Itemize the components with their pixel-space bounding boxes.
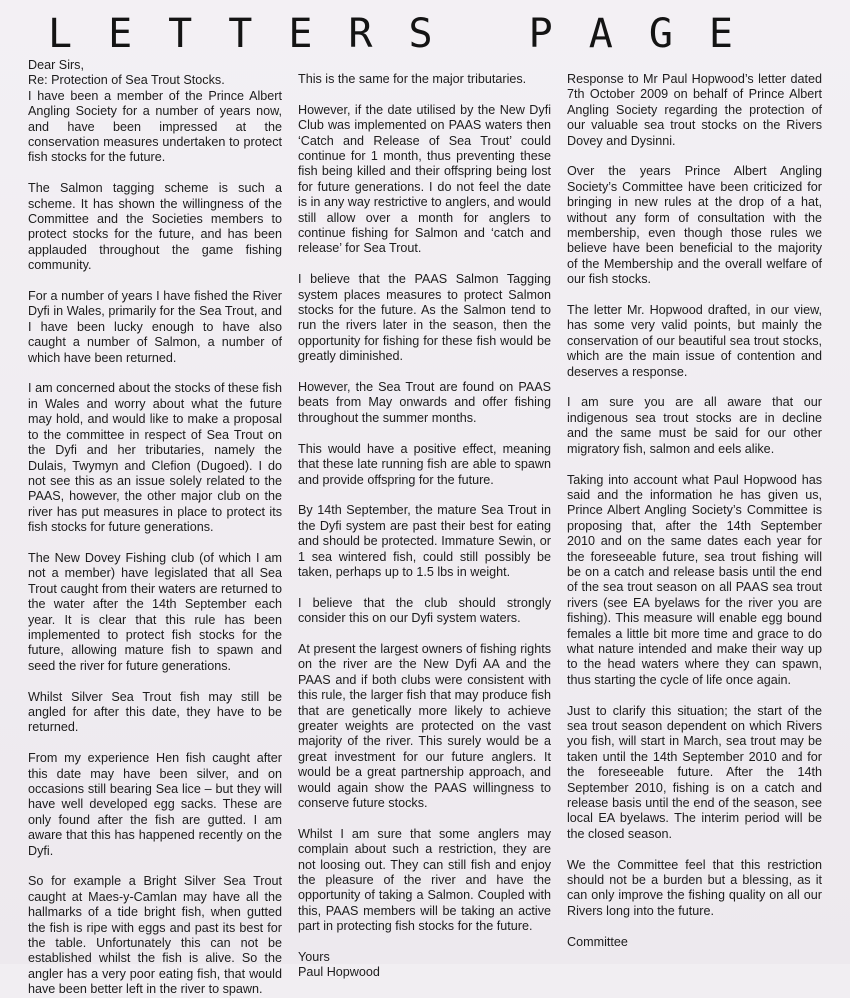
paragraph: Whilst Silver Sea Trout fish may still be angled for after this date, they have to be returned. [28,689,282,735]
letter-column-1 [28,58,282,997]
paragraph: This would have a positive effect, meaning that these late running fish are able to spawn and provide offspring for the future. [298,441,551,487]
paragraph: Taking into account what Paul Hopwood has said and the information he has given us, Prince Albert Angling Society’s Committee is proposing that, after the 14th September 2010 and on the same dates each year for the foreseeable future, sea trout fishing will be on a catch and release basis until the end of the sea trout season on all PAAS sea trout rivers (see EA byelaws for the river you are fishing). This measure will enable egg bound females a little bit more time and grace to do what nature intended and make their way up to the head waters where they can spawn, thus starting the cycle of life once again. [567,472,822,687]
paragraph: By 14th September, the mature Sea Trout in the Dyfi system are past their best for eating and should be protected. Immature Sewin, or 1 sea wintered fish, could still possibly be taken, perhaps up to 1.5 lbs in weight. [298,503,551,579]
paragraph: The New Dovey Fishing club (of which I am not a member) have legislated that all Sea Trout caught from their waters are returned to the water after the 14th September each year. It is clear that this rule has been implemented to protect fish stocks for the future, allowing mature fish to spawn and seed the river for future generations. [28,550,282,673]
paragraph: I have been a member of the Prince Albert Angling Society for a number of years now, and have been impressed at the conservation measures undertaken to protect fish stocks for the future. [28,88,282,165]
paragraph: For a number of years I have fished the River Dyfi in Wales, primarily for the Sea Trout, and I have been lucky enough to have also caught a number of Salmon, a number of which have been returned. [28,289,282,365]
salutation: Dear Sirs, [28,58,84,72]
sign-off: Yours [298,950,330,965]
page-title: LETTERS PAGE [48,11,769,57]
signature-name: Paul Hopwood [298,965,380,980]
paragraph: This is the same for the major tributaries. [298,72,527,86]
paragraph: I am sure you are all aware that our indigenous sea trout stocks are in decline and the same must be said for our other migratory fish, salmon and eels alike. [567,395,822,456]
paragraph: From my experience Hen fish caught after this date may have been silver, and on occasions still bearing Sea lice – but they will have well developed egg sacks. These are only found after the fish are gutted. I am aware that this has happened recently on the Dyfi. [28,751,282,858]
letter-column-2 [298,72,551,978]
paragraph: So for example a Bright Silver Sea Trout caught at Maes-y-Camlan may have all the hallmarks of a tide bright fish, when gutted the fish is ripe with eggs and past its best for the table. Unfortunately this can not be established whilst the fish is alive. So the angler has a very poor eating fish, that would have been better left in the river to spawn. [28,874,282,997]
paragraph: We the Committee feel that this restriction should not be a burden but a blessing, as it can only improve the fishing quality on all our Rivers long into the future. [567,857,822,918]
letter-column-3 [567,72,822,978]
committee-signature: Committee [567,934,628,949]
paragraph: The letter Mr. Hopwood drafted, in our view, has some very valid points, but mainly the conservation of our beautiful sea trout stocks, which are the main issue of contention and deserves a response. [567,303,822,379]
paragraph: However, if the date utilised by the New Dyfi Club was implemented on PAAS waters then ‘Catch and Release of Sea Trout’ could continue for 1 month, thus preventing these fish being killed and their offspring being lost for future generations. I do not feel the date is in any way restrictive to anglers, and would still allow over a month for anglers to continue fishing for Salmon and ‘catch and release’ for Sea Trout. [298,102,551,256]
paragraph: I believe that the PAAS Salmon Tagging system places measures to protect Salmon stocks for the future. As the Salmon tend to run the rivers later in the season, then the opportunity for fishing for these fish would be greatly diminished. [298,272,551,364]
paragraph: Response to Mr Paul Hopwood’s letter dated 7th October 2009 on behalf of Prince Albert Angling Society regarding the protection of our valuable sea trout stocks on the Rivers Dovey and Dysinni. [567,72,822,148]
paragraph: However, the Sea Trout are found on PAAS beats from May onwards and offer fishing throughout the summer months. [298,380,551,425]
paragraph: I am concerned about the stocks of these fish in Wales and worry about what the future may hold, and would like to make a proposal to the committee in respect of Sea Trout on the Dyfi and her tributaries, namely the Dulais, Twymyn and Clefion (Dugoed). I do not see this as an issue solely related to the PAAS, however, the other major club on the river has put measures in place to protect its fish stocks for future generations. [28,381,282,535]
paragraph: I believe that the club should strongly consider this on our Dyfi system waters. [298,595,551,626]
paragraph: Over the years Prince Albert Angling Society’s Committee have been criticized for bringing in new rules at the drop of a hat, without any form of consultation with the membership, even though those rules we believe have been beneficial to the majority of the Membership and the overall welfare of our fish stocks. [567,164,822,287]
paragraph: At present the largest owners of fishing rights on the river are the New Dyfi AA and the PAAS and if both clubs were consistent with this rule, the larger fish that may produce fish that are genetically more likely to achieve greater weights are protected on the vast majority of the river. This surely would be a great investment for our future anglers. It would be a great partnership approach, and would again show the PAAS willingness to conserve future stocks. [298,641,551,810]
paragraph: The Salmon tagging scheme is such a scheme. It has shown the willingness of the Committee and the Societies members to protect stocks for the future, and has been applauded throughout the game fishing community. [28,181,282,273]
paragraph: Whilst I am sure that some anglers may complain about such a restriction, they are not loosing out. They can still fish and enjoy the pleasure of the river and have the opportunity of taking a Salmon. Coupled with this, PAAS members will be taking an active part in protecting fish stocks for the future. [298,826,551,934]
subject-line: Re: Protection of Sea Trout Stocks. [28,73,225,88]
paragraph: Just to clarify this situation; the start of the sea trout season dependent on which Rivers you fish, will start in March, sea trout may be taken until the 14th September 2010 and for the foreseeable future. After the 14th September 2010, fishing is on a catch and release basis until the end of the season, see local EA byelaws. The interim period will be the closed season. [567,703,822,841]
